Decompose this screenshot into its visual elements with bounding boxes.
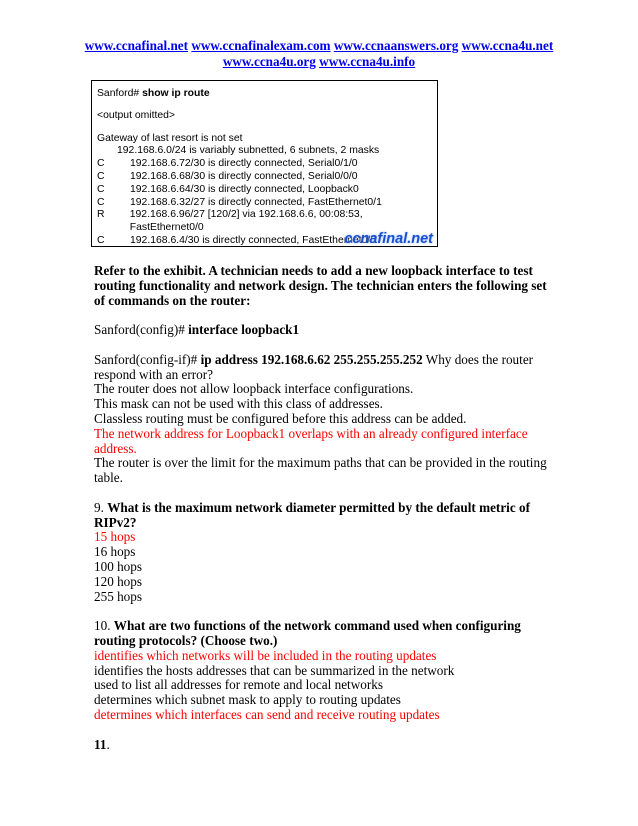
q8-command-2: Sanford(config-if)# ip address 192.168.6.62 255.255.255.252 Why does the router respond with an error? (94, 351, 534, 382)
answer-option: identifies the hosts addresses that can be summarized in the network (94, 662, 455, 678)
route-code: C (97, 183, 105, 195)
site-link[interactable]: www.ccna4u.info (319, 54, 416, 69)
route-text: 192.168.6.68/30 is directly connected, Serial0/0/0 (130, 170, 358, 182)
exhibit-omitted: <output omitted> (97, 109, 175, 121)
route-text: 192.168.6.72/30 is directly connected, Serial0/1/0 (130, 158, 358, 170)
route-row (97, 184, 437, 197)
q11-number: 11. (94, 736, 110, 752)
route-code: C (97, 170, 105, 182)
answer-option: 120 hops (94, 573, 142, 589)
answer-option: The router does not allow loopback interface configurations. (94, 381, 414, 397)
route-text: 192.168.6.64/30 is directly connected, Loopback0 (130, 183, 359, 195)
answer-option: 255 hops (94, 588, 142, 604)
answer-option: determines which subnet mask to apply to routing updates (94, 692, 401, 708)
q8-question: Why does the router respond with an error? (94, 351, 534, 382)
watermark-logo: ccnafinal.net (344, 231, 433, 248)
q9-question: 9. What is the maximum network diameter permitted by the default metric of RIPv2? (94, 499, 530, 530)
route-row (97, 197, 437, 210)
q8-command-1: Sanford(config)# interface loopback1 (94, 322, 300, 338)
exhibit-subnet-summary: 192.168.6.0/24 is variably subnetted, 6 subnets, 2 masks (117, 145, 380, 157)
route-code: C (97, 196, 105, 208)
answer-option: This mask can not be used with this class of addresses. (94, 396, 383, 412)
route-text: 192.168.6.96/27 [120/2] via 192.168.6.6, 00:08:53, FastEthernet0/0 (129, 209, 363, 234)
route-code: C (97, 234, 105, 246)
site-links-line-1 (60, 38, 578, 54)
route-row (97, 158, 437, 171)
site-link[interactable]: www.ccna4u.net (461, 38, 554, 53)
answer-option: used to list all addresses for remote and local networks (94, 677, 383, 693)
exhibit-router-output (91, 80, 438, 247)
exhibit-gateway: Gateway of last resort is not set (97, 132, 243, 144)
answer-option: The router is over the limit for the maximum paths that can be provided in the routing table. (94, 455, 547, 486)
answer-option: 100 hops (94, 558, 142, 574)
exhibit-prompt: Sanford# (97, 88, 140, 99)
route-text: 192.168.6.4/30 is directly connected, FastEthernet0/0 (130, 234, 377, 246)
site-link[interactable]: www.ccnafinalexam.com (191, 38, 331, 53)
route-text: 192.168.6.32/27 is directly connected, FastEthernet0/1 (130, 196, 382, 208)
answer-option: Classless routing must be configured before this address can be added. (94, 410, 467, 426)
answer-option: 16 hops (94, 544, 136, 560)
correct-answer-option: The network address for Loopback1 overlaps with an already configured interface address. (94, 425, 528, 456)
site-link[interactable]: www.ccna4u.org (222, 54, 316, 69)
q10-question: 10. What are two functions of the network command used when configuring routing protocols? (Choose two.) (94, 618, 521, 648)
q8-intro: Refer to the exhibit. A technician needs to add a new loopback interface to test routing functionality and network design. The technician enters the following set of commands on the router: (94, 263, 547, 308)
site-link[interactable]: www.ccnafinal.net (84, 38, 189, 53)
correct-answer-option: identifies which networks will be included in the routing updates (94, 647, 437, 663)
correct-answer-option: 15 hops (94, 529, 136, 545)
route-code: C (97, 158, 105, 170)
correct-answer-option: determines which interfaces can send and receive routing updates (94, 706, 440, 722)
quiz-body (94, 264, 554, 752)
site-link[interactable]: www.ccnaanswers.org (333, 38, 459, 53)
exhibit-command: show ip route (142, 88, 210, 99)
site-links-line-2 (60, 54, 578, 70)
route-code: R (97, 209, 105, 221)
route-row (97, 171, 437, 184)
site-links-header (60, 38, 578, 70)
exhibit-command-line (97, 88, 437, 101)
